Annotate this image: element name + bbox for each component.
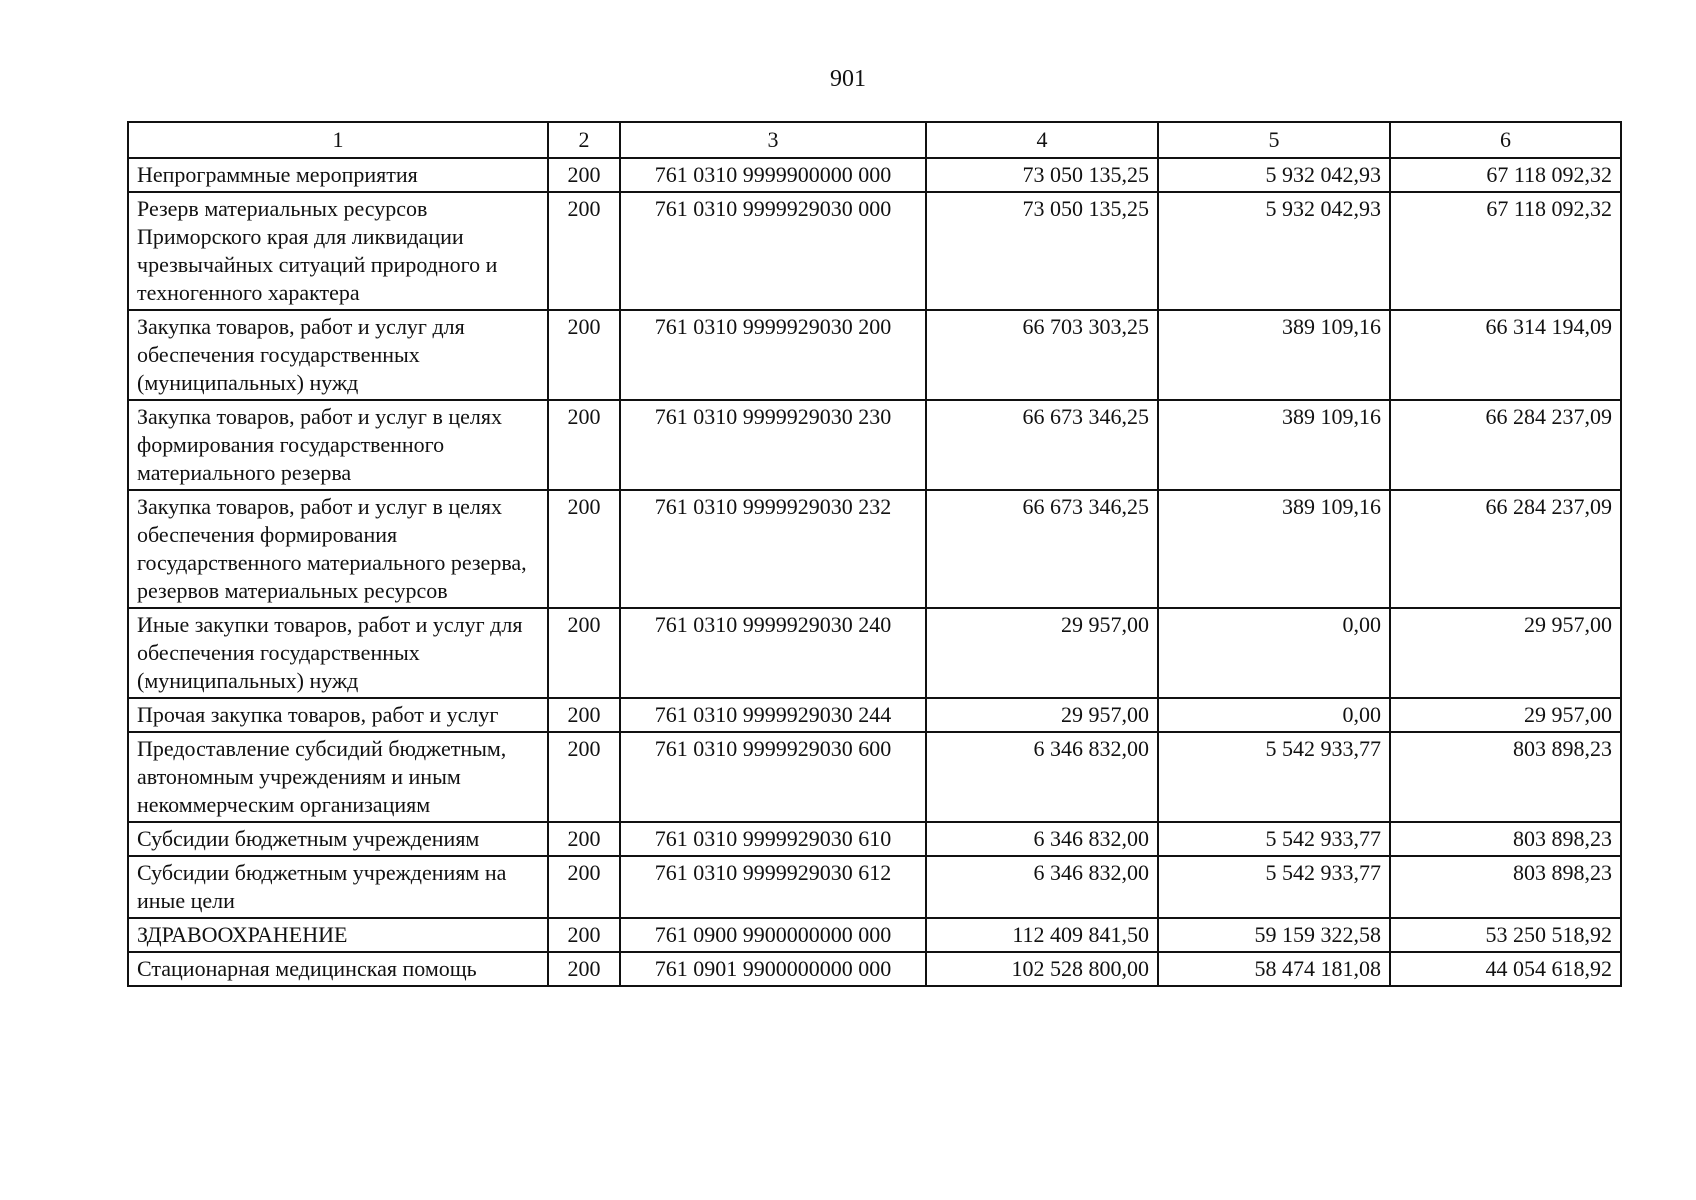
row-gr-cell: 200 bbox=[548, 918, 620, 952]
row-col4-cell: 66 703 303,25 bbox=[926, 310, 1158, 400]
row-name-cell: Непрограммные мероприятия bbox=[128, 158, 548, 192]
row-gr-cell: 200 bbox=[548, 822, 620, 856]
table-row bbox=[128, 192, 1621, 310]
row-col4-cell: 112 409 841,50 bbox=[926, 918, 1158, 952]
row-code-cell: 761 0310 9999900000 000 bbox=[620, 158, 926, 192]
table-row bbox=[128, 952, 1621, 986]
row-col5-cell: 389 109,16 bbox=[1158, 310, 1390, 400]
row-col6-cell: 66 314 194,09 bbox=[1390, 310, 1621, 400]
table-row bbox=[128, 490, 1621, 608]
row-col5-cell: 0,00 bbox=[1158, 698, 1390, 732]
row-gr-cell: 200 bbox=[548, 952, 620, 986]
row-col6-cell: 67 118 092,32 bbox=[1390, 192, 1621, 310]
row-col5-cell: 59 159 322,58 bbox=[1158, 918, 1390, 952]
table-row bbox=[128, 918, 1621, 952]
row-col6-cell: 44 054 618,92 bbox=[1390, 952, 1621, 986]
row-name-cell: Предоставление субсидий бюджетным, автономным учреждениям и иным некоммерческим организациям bbox=[128, 732, 548, 822]
budget-table bbox=[127, 121, 1622, 987]
row-gr-cell: 200 bbox=[548, 608, 620, 698]
column-header-3: 3 bbox=[620, 122, 926, 158]
row-col4-cell: 6 346 832,00 bbox=[926, 856, 1158, 918]
table-row bbox=[128, 608, 1621, 698]
column-header-5: 5 bbox=[1158, 122, 1390, 158]
row-gr-cell: 200 bbox=[548, 732, 620, 822]
row-code-cell: 761 0310 9999929030 000 bbox=[620, 192, 926, 310]
row-col4-cell: 102 528 800,00 bbox=[926, 952, 1158, 986]
row-code-cell: 761 0310 9999929030 600 bbox=[620, 732, 926, 822]
row-gr-cell: 200 bbox=[548, 310, 620, 400]
table-header-row bbox=[128, 122, 1621, 158]
row-gr-cell: 200 bbox=[548, 856, 620, 918]
row-col6-cell: 803 898,23 bbox=[1390, 856, 1621, 918]
row-col6-cell: 53 250 518,92 bbox=[1390, 918, 1621, 952]
row-name-cell: Субсидии бюджетным учреждениям на иные цели bbox=[128, 856, 548, 918]
table-row bbox=[128, 822, 1621, 856]
row-col5-cell: 5 542 933,77 bbox=[1158, 856, 1390, 918]
row-col6-cell: 66 284 237,09 bbox=[1390, 400, 1621, 490]
row-col4-cell: 29 957,00 bbox=[926, 698, 1158, 732]
row-col4-cell: 66 673 346,25 bbox=[926, 490, 1158, 608]
row-col5-cell: 389 109,16 bbox=[1158, 400, 1390, 490]
row-code-cell: 761 0901 9900000000 000 bbox=[620, 952, 926, 986]
table-row bbox=[128, 158, 1621, 192]
row-col4-cell: 66 673 346,25 bbox=[926, 400, 1158, 490]
row-col4-cell: 73 050 135,25 bbox=[926, 158, 1158, 192]
row-code-cell: 761 0310 9999929030 240 bbox=[620, 608, 926, 698]
row-code-cell: 761 0310 9999929030 200 bbox=[620, 310, 926, 400]
row-code-cell: 761 0310 9999929030 612 bbox=[620, 856, 926, 918]
row-name-cell: Закупка товаров, работ и услуг в целях формирования государственного материального резерва bbox=[128, 400, 548, 490]
row-code-cell: 761 0310 9999929030 230 bbox=[620, 400, 926, 490]
row-name-cell: Субсидии бюджетным учреждениям bbox=[128, 822, 548, 856]
row-gr-cell: 200 bbox=[548, 400, 620, 490]
row-code-cell: 761 0310 9999929030 610 bbox=[620, 822, 926, 856]
table-row bbox=[128, 310, 1621, 400]
row-col5-cell: 5 932 042,93 bbox=[1158, 158, 1390, 192]
row-name-cell: Резерв материальных ресурсов Приморского края для ликвидации чрезвычайных ситуаций природного и техногенного характера bbox=[128, 192, 548, 310]
column-header-6: 6 bbox=[1390, 122, 1621, 158]
row-col6-cell: 803 898,23 bbox=[1390, 822, 1621, 856]
row-code-cell: 761 0900 9900000000 000 bbox=[620, 918, 926, 952]
row-col5-cell: 5 932 042,93 bbox=[1158, 192, 1390, 310]
column-header-2: 2 bbox=[548, 122, 620, 158]
row-name-cell: Закупка товаров, работ и услуг для обеспечения государственных (муниципальных) нужд bbox=[128, 310, 548, 400]
row-name-cell: Иные закупки товаров, работ и услуг для обеспечения государственных (муниципальных) нужд bbox=[128, 608, 548, 698]
row-code-cell: 761 0310 9999929030 244 bbox=[620, 698, 926, 732]
table-row bbox=[128, 400, 1621, 490]
column-header-4: 4 bbox=[926, 122, 1158, 158]
row-gr-cell: 200 bbox=[548, 192, 620, 310]
page-number: 901 bbox=[830, 66, 866, 92]
row-col5-cell: 5 542 933,77 bbox=[1158, 732, 1390, 822]
column-header-1: 1 bbox=[128, 122, 548, 158]
table-row bbox=[128, 698, 1621, 732]
row-gr-cell: 200 bbox=[548, 490, 620, 608]
row-col6-cell: 29 957,00 bbox=[1390, 698, 1621, 732]
row-col4-cell: 29 957,00 bbox=[926, 608, 1158, 698]
row-col5-cell: 5 542 933,77 bbox=[1158, 822, 1390, 856]
table-row bbox=[128, 732, 1621, 822]
row-gr-cell: 200 bbox=[548, 158, 620, 192]
row-col6-cell: 29 957,00 bbox=[1390, 608, 1621, 698]
row-col5-cell: 0,00 bbox=[1158, 608, 1390, 698]
row-col6-cell: 67 118 092,32 bbox=[1390, 158, 1621, 192]
table-row bbox=[128, 856, 1621, 918]
row-col6-cell: 66 284 237,09 bbox=[1390, 490, 1621, 608]
row-code-cell: 761 0310 9999929030 232 bbox=[620, 490, 926, 608]
row-gr-cell: 200 bbox=[548, 698, 620, 732]
row-col5-cell: 58 474 181,08 bbox=[1158, 952, 1390, 986]
row-col4-cell: 73 050 135,25 bbox=[926, 192, 1158, 310]
row-col6-cell: 803 898,23 bbox=[1390, 732, 1621, 822]
row-name-cell: ЗДРАВООХРАНЕНИЕ bbox=[128, 918, 548, 952]
row-col5-cell: 389 109,16 bbox=[1158, 490, 1390, 608]
row-col4-cell: 6 346 832,00 bbox=[926, 822, 1158, 856]
row-name-cell: Стационарная медицинская помощь bbox=[128, 952, 548, 986]
row-col4-cell: 6 346 832,00 bbox=[926, 732, 1158, 822]
row-name-cell: Прочая закупка товаров, работ и услуг bbox=[128, 698, 548, 732]
row-name-cell: Закупка товаров, работ и услуг в целях обеспечения формирования государственного материального резерва, резервов материальных ресурсов bbox=[128, 490, 548, 608]
